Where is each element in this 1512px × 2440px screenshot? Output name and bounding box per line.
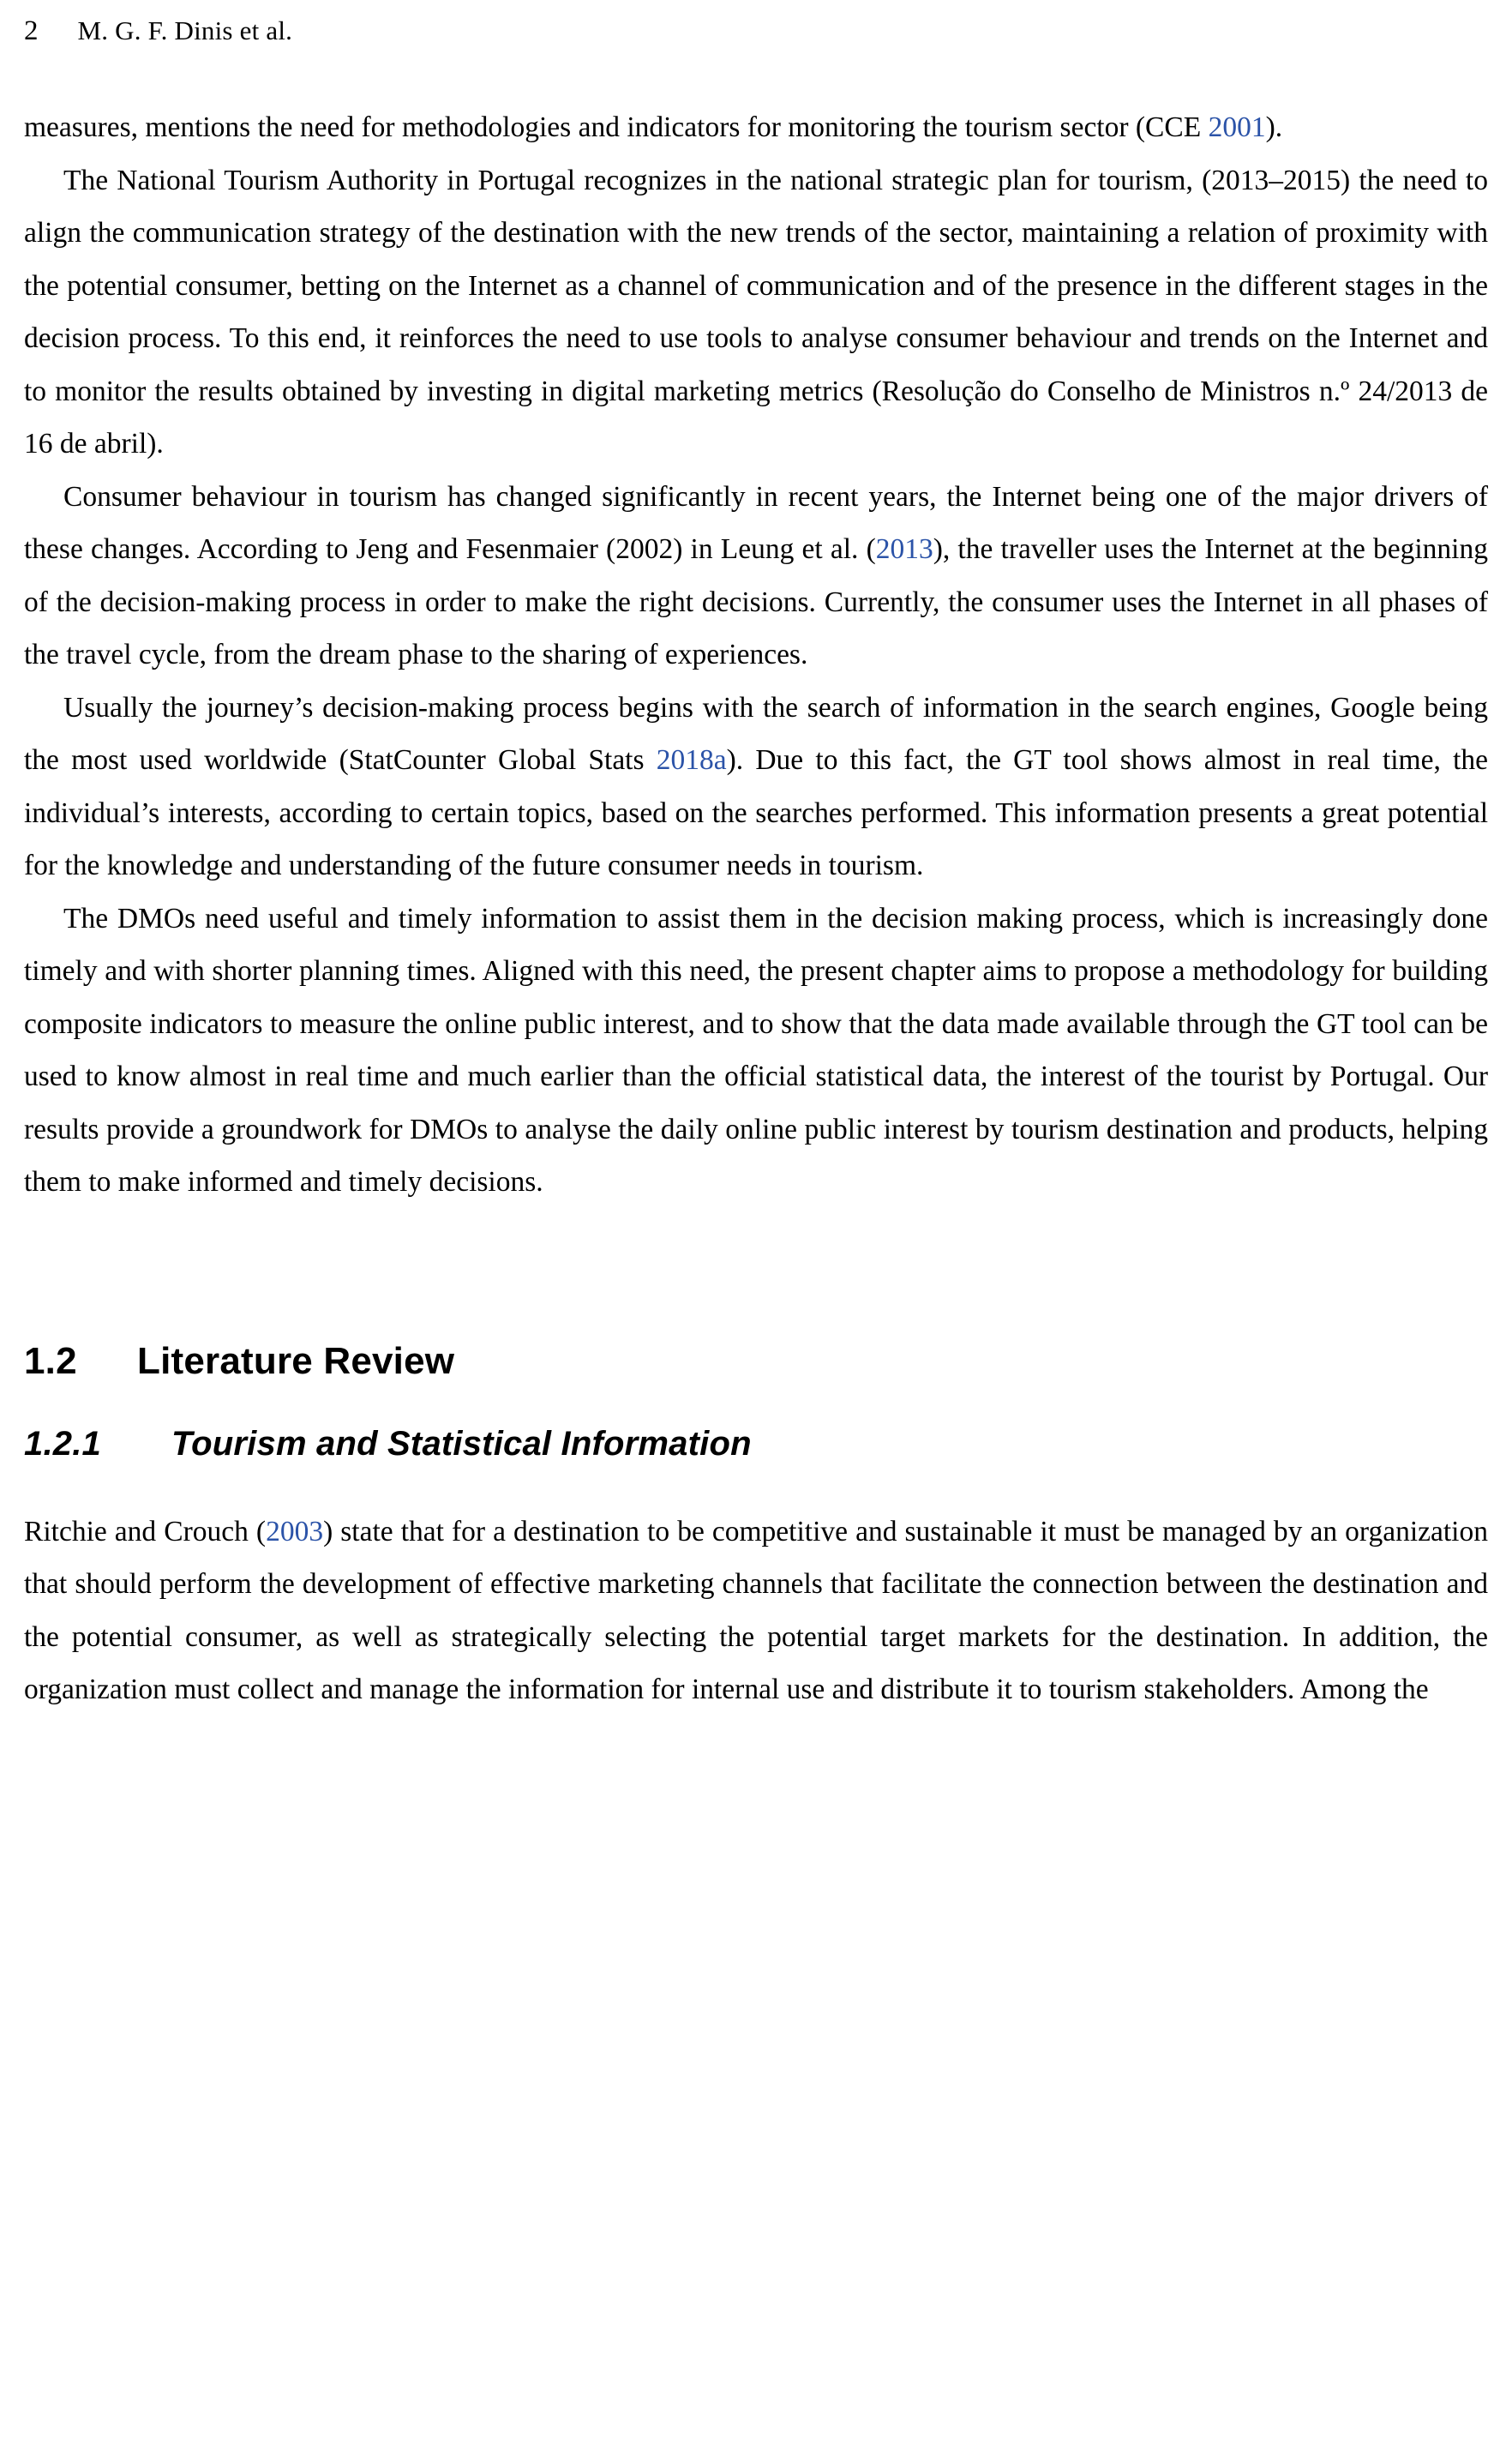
paragraph-3 xyxy=(24,471,1488,682)
section-number: 1.2 xyxy=(24,1339,77,1382)
paragraph-6 xyxy=(24,1505,1488,1716)
section-heading xyxy=(24,1337,1488,1385)
paragraph-continued xyxy=(24,101,1488,154)
para-segment-text: measures, mentions the need for methodologies and indicators for monitoring the tourism sector (CCE xyxy=(24,111,1209,143)
subsection-spacer xyxy=(24,1385,1488,1421)
citation-link[interactable]: 2003 xyxy=(266,1515,324,1548)
page-number: 2 xyxy=(24,15,39,46)
section-title: Literature Review xyxy=(137,1339,455,1382)
para-segment-text: ). xyxy=(1265,111,1283,143)
running-head xyxy=(24,15,1486,47)
subsection-heading xyxy=(24,1421,1488,1466)
paragraph-4 xyxy=(24,682,1488,892)
para-segment-text: Consumer behaviour in tourism has changed significantly in recent years, the Internet being one of the major drivers of these changes. According to Jeng and Fesenmaier (2002) in Leung et al. ( xyxy=(24,480,1488,565)
section-spacer xyxy=(24,1209,1488,1337)
para-segment-text: ). Due to this fact, the GT tool shows almost in real time, the individual’s interests, according to certain topics, based on the searches performed. This information presents a great potential for the knowledge and understanding of the future consumer needs in tourism. xyxy=(24,744,1488,881)
citation-link[interactable]: 2001 xyxy=(1208,111,1266,143)
para-segment-text: ), the traveller uses the Internet at the beginning of the decision-making process in order to make the right decisions. Currently, the consumer uses the Internet in all phases of the travel cycle, from the dream phase to the sharing of experiences. xyxy=(24,533,1488,670)
subsection-title: Tourism and Statistical Information xyxy=(171,1424,752,1463)
paragraph-2 xyxy=(24,154,1488,471)
para-segment-text: The National Tourism Authority in Portugal recognizes in the national strategic plan for tourism, (2013–2015) the need to align the communication strategy of the destination with the new trends of the sector, maintaining a relation of proximity with the potential consumer, betting on the Internet as a channel of communication and of the presence in the different stages in the decision process. To this end, it reinforces the need to use tools to analyse consumer behaviour and trends on the Internet and to monitor the results obtained by investing in digital marketing metrics (Resolução do Conselho de Ministros n.º 24/2013 de 16 de abril). xyxy=(24,164,1488,460)
para-segment-text: Usually the journey’s decision-making process begins with the search of information in the search engines, Google being the most used worldwide (StatCounter Global Stats xyxy=(24,691,1488,776)
paragraph-5 xyxy=(24,892,1488,1209)
running-head-title: M. G. F. Dinis et al. xyxy=(77,15,293,45)
citation-link[interactable]: 2018a xyxy=(656,744,727,776)
citation-link[interactable]: 2013 xyxy=(875,533,933,565)
para-segment-text: The DMOs need useful and timely information to assist them in the decision making process, which is increasingly done timely and with shorter planning times. Aligned with this need, the present chapter aims to propose a methodology for building composite indicators to measure the online public interest, and to show that the data made available through the GT tool can be used to know almost in real time and much earlier than the official statistical data, the interest of the tourist by Portugal. Our results provide a groundwork for DMOs to analyse the daily online public interest by tourism destination and products, helping them to make informed and timely decisions. xyxy=(24,902,1488,1198)
para-segment-text: Ritchie and Crouch ( xyxy=(24,1515,267,1548)
body-column xyxy=(24,101,1488,1716)
para-segment-text: ) state that for a destination to be competitive and sustainable it must be managed by an organization that should perform the development of effective marketing channels that facilitate the connection between the destination and the potential consumer, as well as strategically selecting the potential target markets for the destination. In addition, the organization must collect and manage the information for internal use and distribute it to tourism stakeholders. Among the xyxy=(24,1515,1488,1705)
subsection-number: 1.2.1 xyxy=(24,1424,101,1463)
paragraph-spacer xyxy=(24,1466,1488,1505)
